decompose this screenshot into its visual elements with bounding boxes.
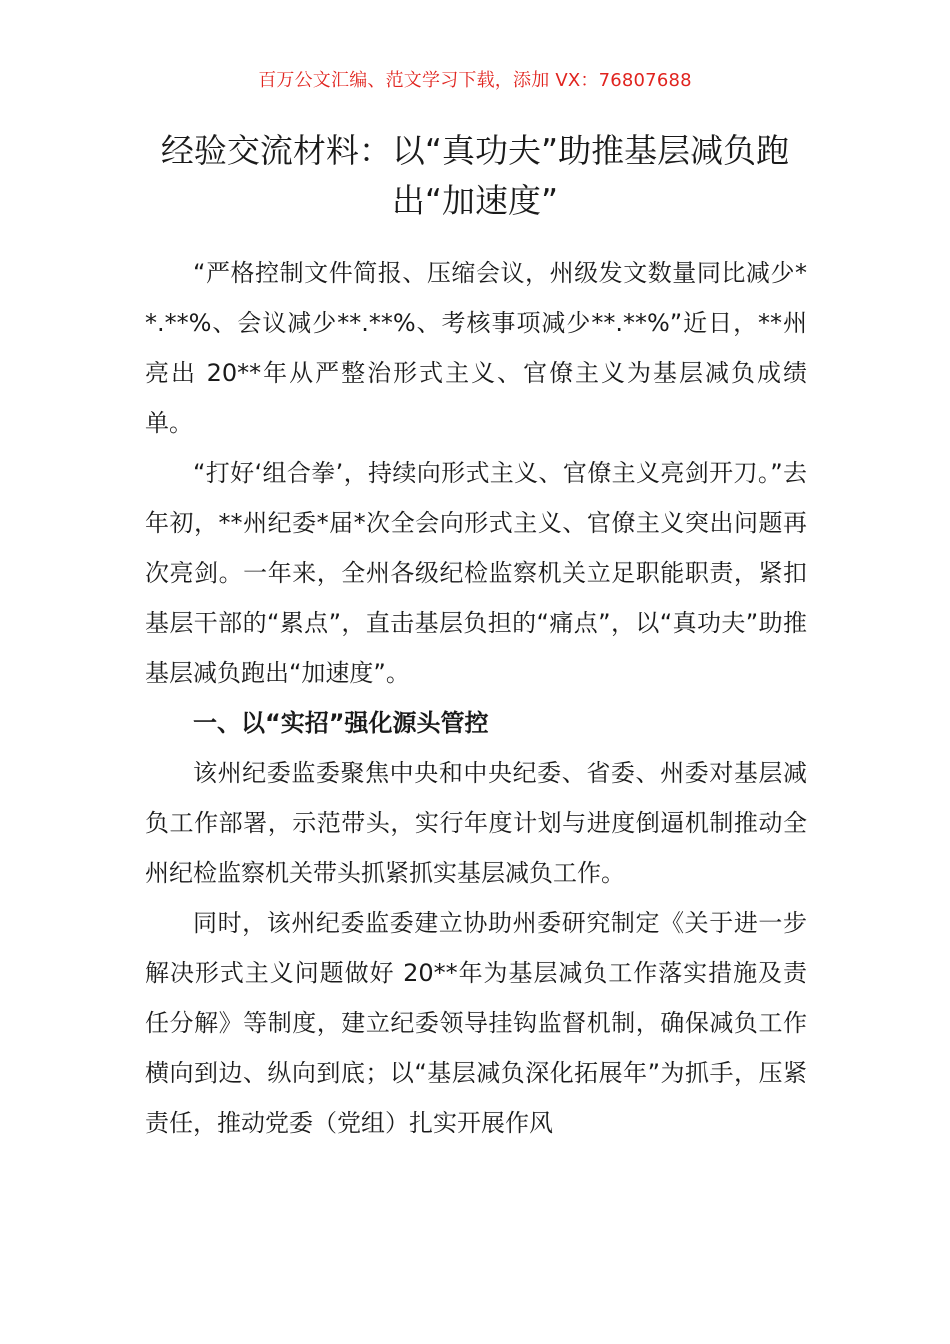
paragraph-intro: “严格控制文件简报、压缩会议，州级发文数量同比减少**.**%、会议减少**.**%、考核事项减少**.**%”近日，**州亮出 20**年从严整治形式主义、官僚主义为基层减负成绩单。	[145, 259, 807, 437]
section-heading-1: 一、以“实招”强化源头管控	[193, 709, 489, 737]
paragraph-combination-punch: “打好‘组合拳’，持续向形式主义、官僚主义亮剑开刀。”去年初，**州纪委*届*次全会向形式主义、官僚主义突出问题再次亮剑。一年来，全州各级纪检监察机关立足职能职责，紧扣基层干部的“累点”，直击基层负担的“痛点”，以“真功夫”助推基层减负跑出“加速度”。	[145, 459, 807, 687]
document-body	[145, 248, 807, 1148]
section1-paragraph-2: 同时，该州纪委监委建立协助州委研究制定《关于进一步解决形式主义问题做好 20**年为基层减负工作落实措施及责任分解》等制度，建立纪委领导挂钩监督机制，确保减负工作横向到边、纵向到底；以“基层减负深化拓展年”为抓手，压紧责任，推动党委（党组）扎实开展作风	[145, 909, 807, 1137]
section1-paragraph-1: 该州纪委监委聚焦中央和中央纪委、省委、州委对基层减负工作部署，示范带头，实行年度计划与进度倒逼机制推动全州纪检监察机关带头抓紧抓实基层减负工作。	[145, 759, 807, 887]
document-title: 经验交流材料：以“真功夫”助推基层减负跑出“加速度”	[160, 131, 790, 220]
header-watermark-note: 百万公文汇编、范文学习下载，添加 VX：76807688	[258, 70, 692, 91]
